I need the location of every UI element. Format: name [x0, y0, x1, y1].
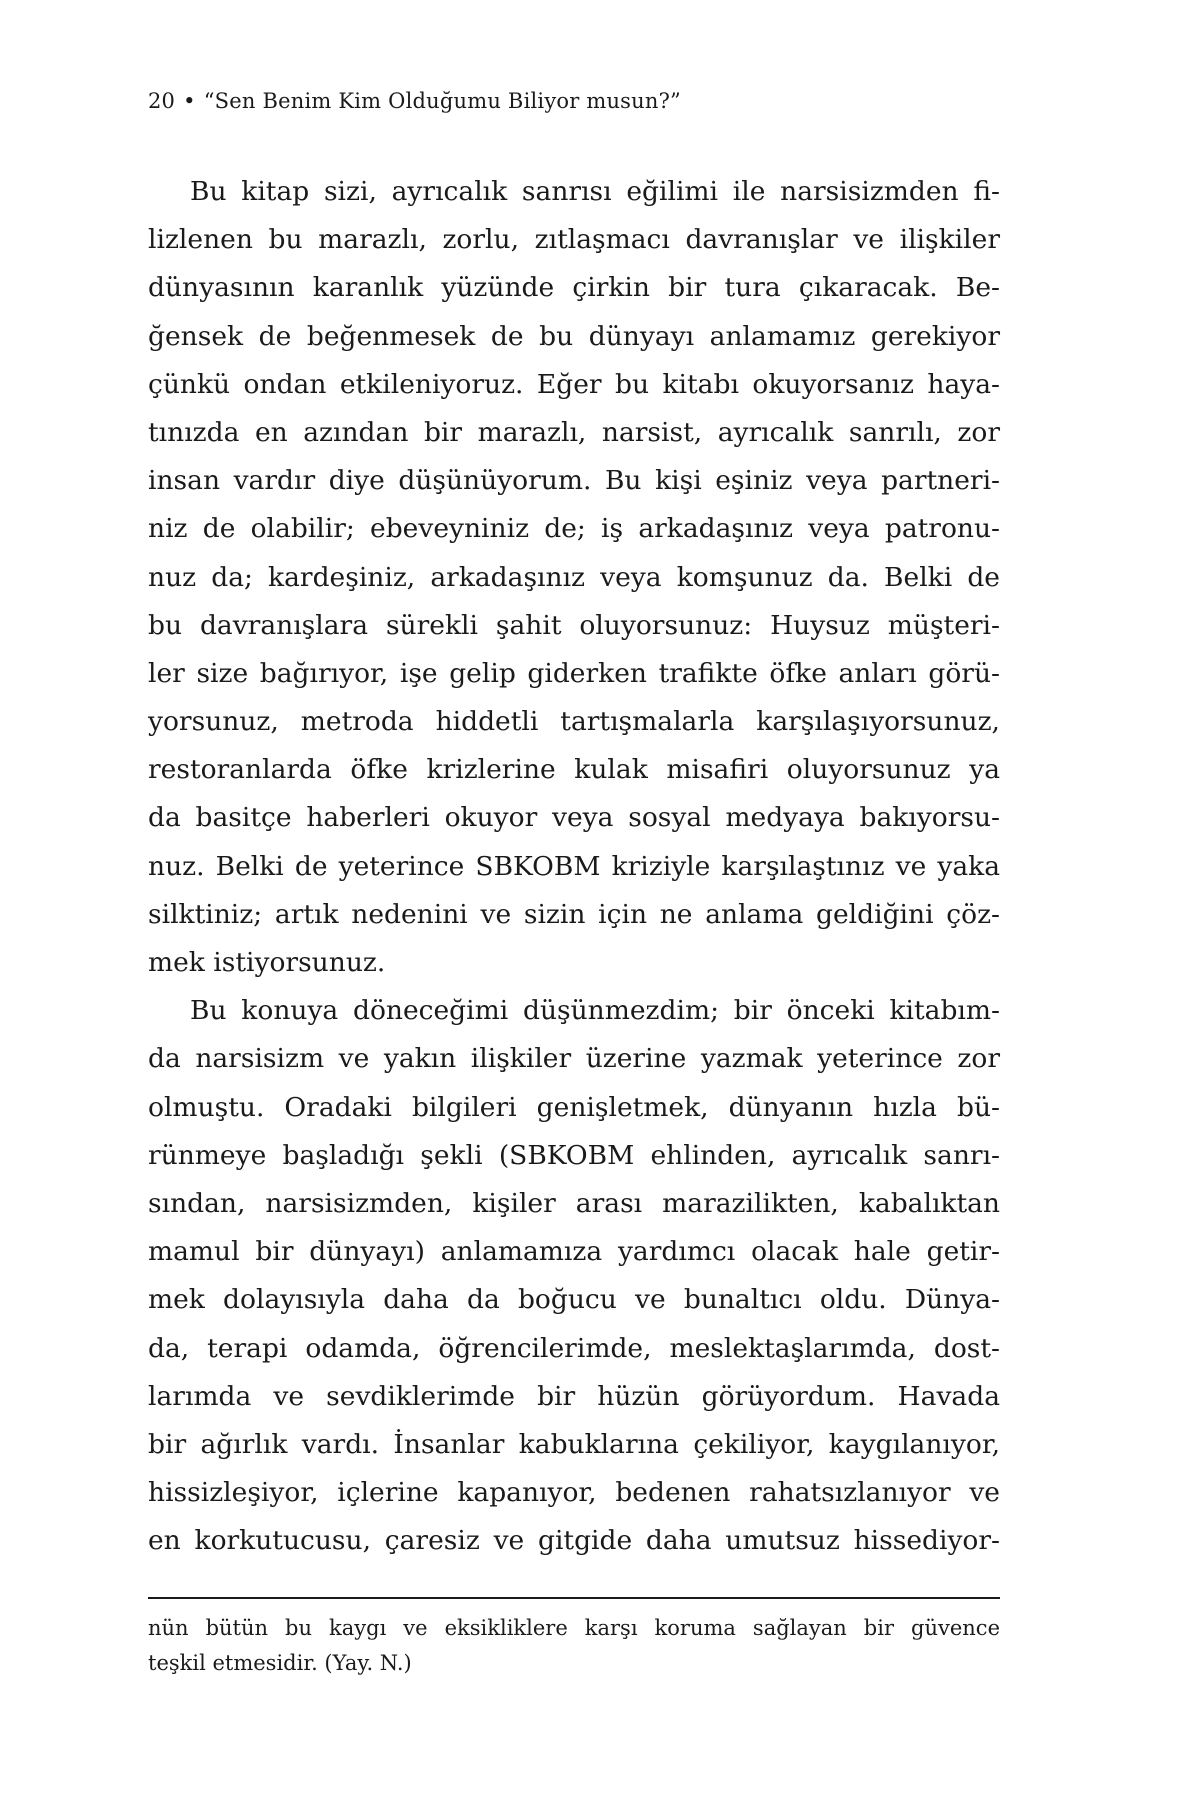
paragraph-2-line-5: sından, narsisizmden, kişiler arası marazilikten, kabalıktan [148, 1187, 1000, 1219]
paragraph-1-line-17: mek istiyorsunuz. [148, 947, 386, 978]
paragraph-2-line-11: hissizleşiyor, içlerine kapanıyor, bedenen rahatsızlanıyor ve [148, 1477, 1000, 1509]
running-head-separator: • [183, 89, 196, 113]
footnote [148, 1611, 1000, 1681]
paragraph-1-line-16: silktiniz; artık nedenini ve sizin için ne anlama geldiğini çöz- [148, 898, 1000, 930]
paragraph-1-line-7: insan vardır diye düşünüyorum. Bu kişi eşiniz veya partneri- [148, 465, 1000, 497]
paragraph-1-line-15: nuz. Belki de yeterince SBKOBM kriziyle karşılaştınız ve yaka [148, 850, 1000, 882]
paragraph-2-line-8: da, terapi odamda, öğrencilerimde, meslektaşlarımda, dost- [148, 1332, 1000, 1364]
paragraph-1-line-10: bu davranışlara sürekli şahit oluyorsunuz: Huysuz müşteri- [148, 609, 1000, 641]
running-head [148, 86, 681, 116]
paragraph-1-line-3: dünyasının karanlık yüzünde çirkin bir tura çıkaracak. Be- [148, 272, 1000, 304]
paragraph-1-line-5: çünkü ondan etkileniyoruz. Eğer bu kitabı okuyorsanız haya- [148, 368, 1000, 400]
paragraph-1-line-4: ğensek de beğenmesek de bu dünyayı anlamamız gerekiyor [148, 320, 1000, 352]
paragraph-2-line-7: mek dolayısıyla daha da boğucu ve bunaltıcı oldu. Dünya- [148, 1284, 1000, 1316]
footnote-divider [148, 1597, 1000, 1599]
paragraph-1-line-13: restoranlarda öfke krizlerine kulak misafiri oluyorsunuz ya [148, 754, 1000, 786]
paragraph-2-line-10: bir ağırlık vardı. İnsanlar kabuklarına çekiliyor, kaygılanıyor, [148, 1428, 1000, 1460]
paragraph-2-line-9: larımda ve sevdiklerimde bir hüzün görüyordum. Havada [148, 1380, 1000, 1412]
paragraph-2-line-2: da narsisizm ve yakın ilişkiler üzerine yazmak yeterince zor [148, 1043, 1000, 1075]
paragraph-1-line-9: nuz da; kardeşiniz, arkadaşınız veya komşunuz da. Belki de [148, 561, 1000, 593]
body-text [148, 168, 1000, 1565]
paragraph-1-line-1: Bu kitap sizi, ayrıcalık sanrısı eğilimi ile narsisizmden fi- [190, 176, 1000, 207]
footnote-line-1: nün bütün bu kaygı ve eksikliklere karşı koruma sağlayan bir güvence [148, 1616, 1000, 1640]
paragraph-1-line-6: tınızda en azından bir marazlı, narsist, ayrıcalık sanrılı, zor [148, 416, 1000, 448]
paragraph-1-line-2: lizlenen bu marazlı, zorlu, zıtlaşmacı davranışlar ve ilişkiler [148, 224, 1000, 256]
paragraph-2-line-6: mamul bir dünyayı) anlamamıza yardımcı olacak hale getir- [148, 1236, 1000, 1268]
paragraph-2-line-3: olmuştu. Oradaki bilgileri genişletmek, dünyanın hızla bü- [148, 1091, 1000, 1123]
page-number: 20 [148, 89, 176, 113]
paragraph-2-line-4: rünmeye başladığı şekli (SBKOBM ehlinden, ayrıcalık sanrı- [148, 1139, 1000, 1171]
running-head-title: “Sen Benim Kim Olduğumu Biliyor musun?” [203, 89, 681, 113]
paragraph-1-line-8: niz de olabilir; ebeveyniniz de; iş arkadaşınız veya patronu- [148, 513, 1000, 545]
paragraph-1-line-11: ler size bağırıyor, işe gelip giderken trafikte öfke anları görü- [148, 657, 1000, 689]
paragraph-1-line-14: da basitçe haberleri okuyor veya sosyal medyaya bakıyorsu- [148, 802, 1000, 834]
paragraph-2-line-1: Bu konuya döneceğimi düşünmezdim; bir önceki kitabım- [190, 995, 1000, 1027]
paragraph-1-line-12: yorsunuz, metroda hiddetli tartışmalarla karşılaşıyorsunuz, [148, 706, 1000, 738]
paragraph-2-line-12: en korkutucusu, çaresiz ve gitgide daha umutsuz hissediyor- [148, 1525, 1000, 1557]
footnote-line-2: teşkil etmesidir. (Yay. N.) [148, 1651, 412, 1675]
